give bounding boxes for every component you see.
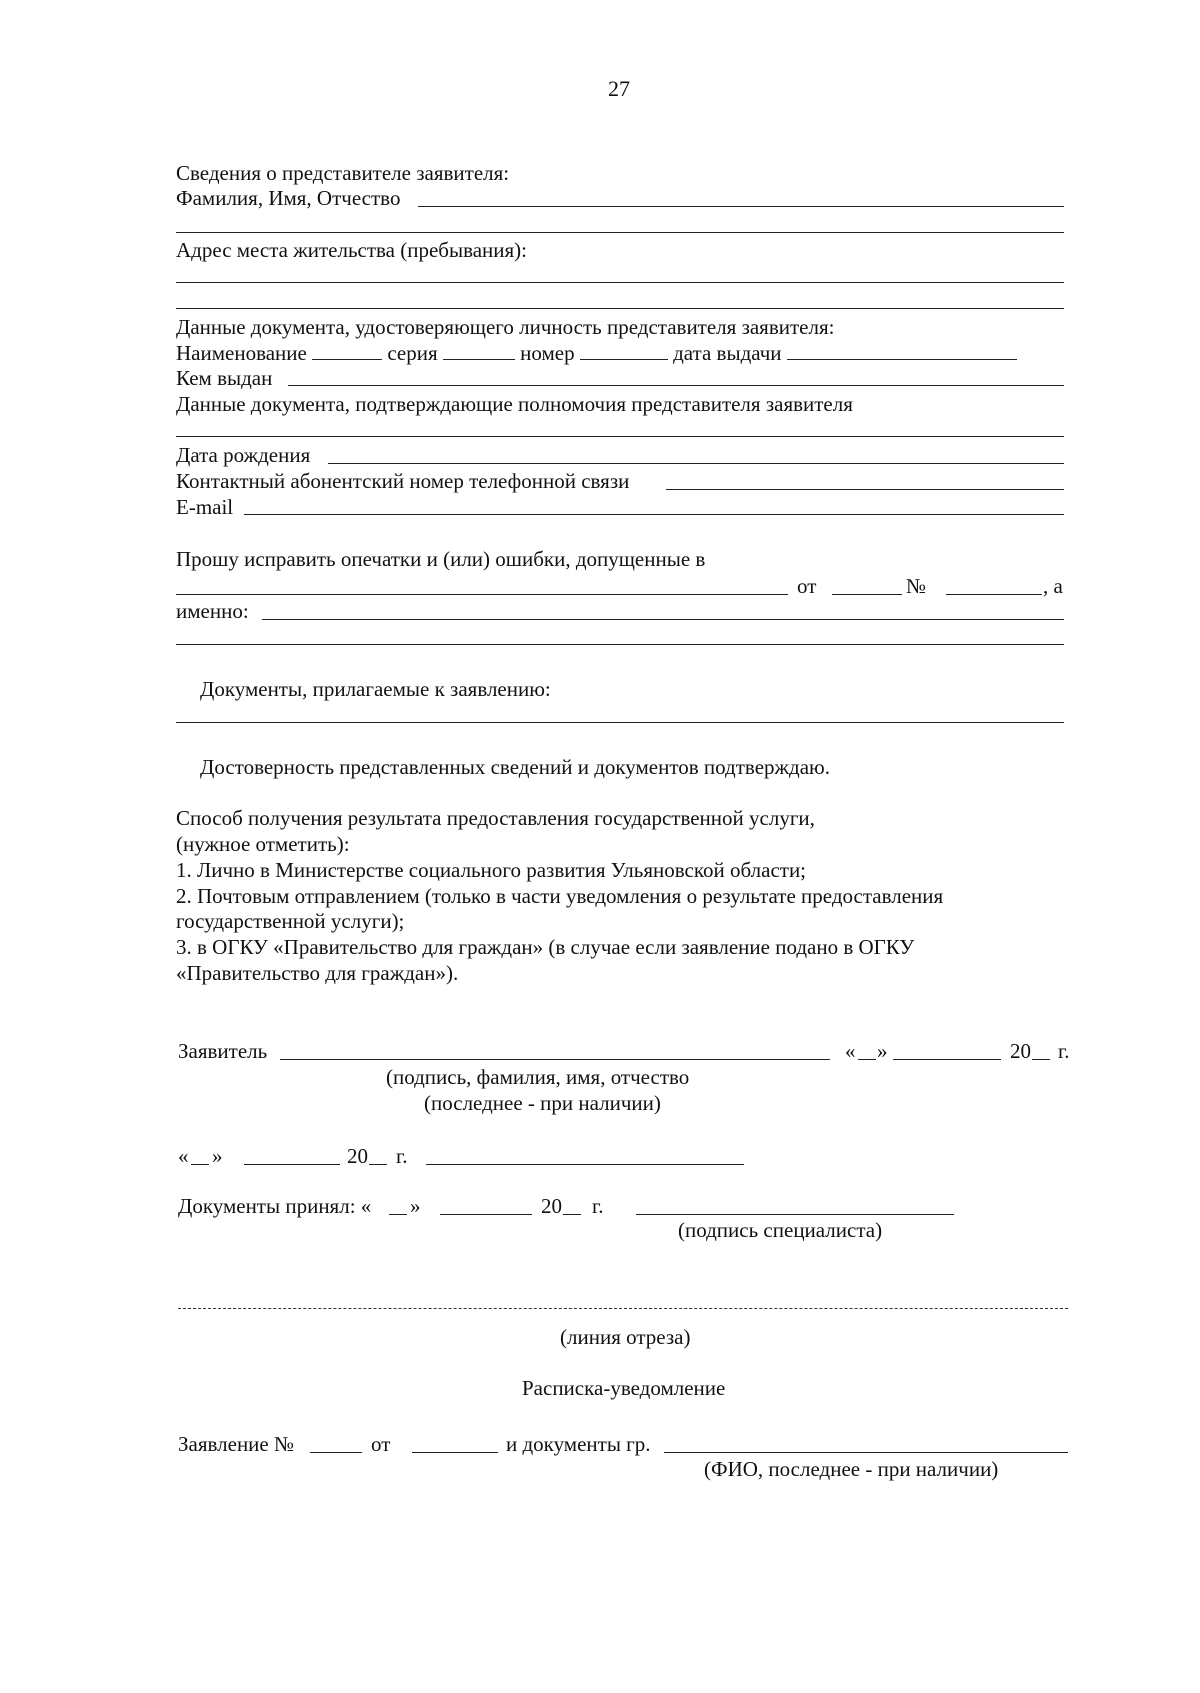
applicant-label: Заявитель xyxy=(178,1039,268,1063)
birth-date-label: Дата рождения xyxy=(176,443,311,467)
accepted-year-suffix: г. xyxy=(592,1194,604,1218)
namely-field-line-1[interactable] xyxy=(262,619,1064,620)
page-number: 27 xyxy=(608,76,630,101)
id-document-heading: Данные документа, удостоверяющего личность представителя заявителя: xyxy=(176,315,835,339)
applicant-month-field[interactable] xyxy=(893,1059,1001,1060)
date-row-day-field[interactable] xyxy=(191,1164,209,1165)
request-from-label: от xyxy=(797,574,817,598)
applicant-year-suffix: г. xyxy=(1058,1039,1070,1063)
confirmation-text: Достоверность представленных сведений и документов подтверждаю. xyxy=(200,755,830,779)
applicant-year-field[interactable] xyxy=(1032,1059,1050,1060)
accepted-quote-close: » xyxy=(410,1194,421,1218)
cut-line-label: (линия отреза) xyxy=(560,1325,691,1349)
receipt-title: Расписка-уведомление xyxy=(522,1376,726,1400)
authority-document-label: Данные документа, подтверждающие полномочия представителя заявителя xyxy=(176,392,853,416)
date-row-month-field[interactable] xyxy=(244,1164,340,1165)
cut-line xyxy=(178,1308,1068,1309)
fio-field-line-2[interactable] xyxy=(176,232,1064,233)
accepted-year-prefix: 20 xyxy=(541,1194,562,1218)
issued-by-label: Кем выдан xyxy=(176,366,273,390)
namely-label: именно: xyxy=(176,599,249,623)
accepted-day-field[interactable] xyxy=(389,1214,407,1215)
address-field-line-2[interactable] xyxy=(176,308,1064,309)
applicant-signature-field[interactable] xyxy=(280,1059,830,1060)
issue-date-label: дата выдачи xyxy=(673,341,782,365)
specialist-signature-field[interactable] xyxy=(636,1214,954,1215)
citizen-fio-field[interactable] xyxy=(664,1452,1068,1453)
fio-label: Фамилия, Имя, Отчество xyxy=(176,186,401,210)
applicant-year-prefix: 20 xyxy=(1010,1039,1031,1063)
method-option-3-line-1[interactable]: 3. в ОГКУ «Правительство для граждан» (в случае если заявление подано в ОГКУ xyxy=(176,935,915,959)
address-label: Адрес места жительства (пребывания): xyxy=(176,238,528,262)
series-label: серия xyxy=(387,341,438,365)
issue-date-field[interactable] xyxy=(787,339,1017,360)
docs-label: и документы гр. xyxy=(506,1432,651,1456)
document-number-field[interactable] xyxy=(946,594,1042,595)
date-row-quote-open: « xyxy=(178,1144,189,1168)
statement-date-field[interactable] xyxy=(412,1452,498,1453)
applicant-caption-line-2: (последнее - при наличии) xyxy=(424,1091,661,1115)
date-row-year-suffix: г. xyxy=(396,1144,408,1168)
method-option-1[interactable]: 1. Лично в Министерстве социального развития Ульяновской области; xyxy=(176,858,807,882)
applicant-date-quote-close: » xyxy=(877,1039,888,1063)
method-option-3-line-2[interactable]: «Правительство для граждан»). xyxy=(176,961,459,985)
a-label: , а xyxy=(1043,574,1063,598)
namely-field-line-2[interactable] xyxy=(176,644,1064,645)
document-name-field[interactable] xyxy=(176,594,788,595)
phone-label: Контактный абонентский номер телефонной связи xyxy=(176,469,630,493)
accepted-year-field[interactable] xyxy=(563,1214,581,1215)
authority-document-field[interactable] xyxy=(176,436,1064,437)
method-option-2-line-1[interactable]: 2. Почтовым отправлением (только в части уведомления о результате предоставления xyxy=(176,884,944,908)
issued-by-field[interactable] xyxy=(288,385,1064,386)
specialist-caption: (подпись специалиста) xyxy=(678,1218,883,1242)
statement-from-label: от xyxy=(371,1432,391,1456)
applicant-date-quote-open: « xyxy=(845,1039,856,1063)
accepted-label: Документы принял: « xyxy=(178,1194,372,1218)
document-date-field[interactable] xyxy=(832,594,902,595)
name-field[interactable] xyxy=(312,339,382,360)
fio-field[interactable] xyxy=(418,206,1064,207)
date-row-quote-close: » xyxy=(212,1144,223,1168)
representative-heading: Сведения о представителе заявителя: xyxy=(176,161,510,185)
id-document-row xyxy=(176,339,1017,366)
attachments-label: Документы, прилагаемые к заявлению: xyxy=(200,677,551,701)
fio-caption: (ФИО, последнее - при наличии) xyxy=(704,1457,999,1481)
phone-field[interactable] xyxy=(666,489,1064,490)
applicant-caption-line-1: (подпись, фамилия, имя, отчество xyxy=(386,1065,690,1089)
method-line-1: Способ получения результата предоставления государственной услуги, xyxy=(176,806,815,830)
accepted-month-field[interactable] xyxy=(440,1214,532,1215)
statement-number-field[interactable] xyxy=(310,1452,362,1453)
number-field[interactable] xyxy=(580,339,668,360)
name-label: Наименование xyxy=(176,341,307,365)
number-sign: № xyxy=(906,574,927,598)
applicant-day-field[interactable] xyxy=(858,1059,876,1060)
email-field[interactable] xyxy=(244,514,1064,515)
attachments-field[interactable] xyxy=(176,722,1064,723)
correction-request-text: Прошу исправить опечатки и (или) ошибки, допущенные в xyxy=(176,547,706,571)
date-row-year-prefix: 20 xyxy=(347,1144,368,1168)
date-row-year-field[interactable] xyxy=(369,1164,387,1165)
method-option-2-line-2[interactable]: государственной услуги); xyxy=(176,909,405,933)
date-row-signature-field[interactable] xyxy=(426,1164,744,1165)
method-line-2: (нужное отметить): xyxy=(176,832,350,856)
address-field-line-1[interactable] xyxy=(176,282,1064,283)
series-field[interactable] xyxy=(443,339,515,360)
number-label: номер xyxy=(520,341,575,365)
email-label: E-mail xyxy=(176,495,234,519)
birth-date-field[interactable] xyxy=(328,463,1064,464)
statement-label: Заявление № xyxy=(178,1432,295,1456)
